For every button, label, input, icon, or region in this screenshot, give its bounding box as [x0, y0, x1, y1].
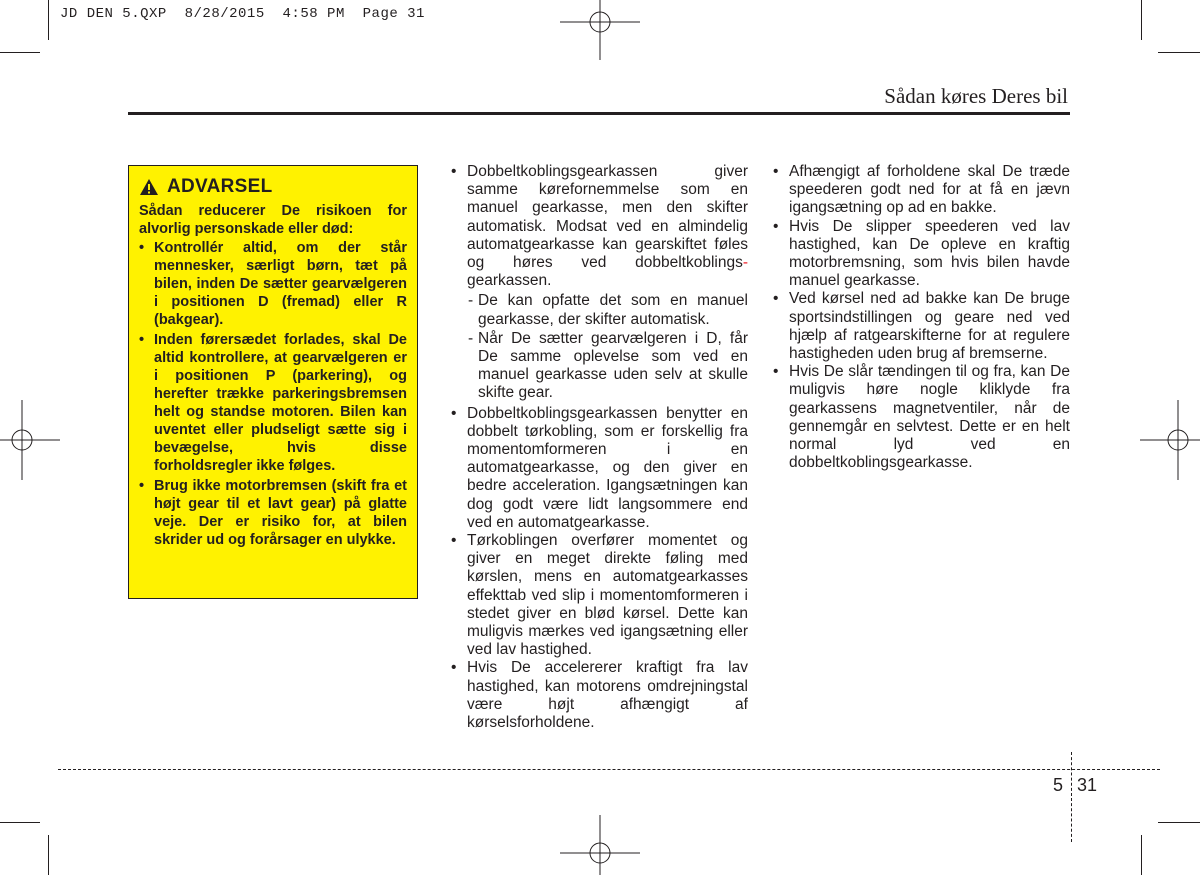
bullet-list [450, 163, 748, 732]
header-rule [128, 112, 1070, 115]
warning-intro: Sådan reducerer De risikoen for alvorlig personskade eller død: [139, 203, 407, 237]
print-slug: JD DEN 5.QXP 8/28/2015 4:58 PM Page 31 [60, 6, 425, 22]
warning-list [139, 239, 407, 549]
registration-mark-right [1140, 395, 1200, 485]
warning-item: • Brug ikke motorbremsen (skift fra et højt gear til et lavt gear) på glatte veje. Der er risiko for, at bilen skrider ud og forårsager en ulykke. [139, 477, 407, 549]
list-item: • Afhængigt af forholdene skal De træde speederen godt ned for at få en jævn igangsætning op ad en bakke. [772, 163, 1070, 218]
sub-list-item: - Når De sætter gearvælgeren i D, får De samme oplevelse som ved en manuel gearkasse uden selv at skulle skifte gear. [467, 330, 748, 403]
page-number: 31 [1077, 775, 1098, 795]
list-item: • Hvis De slår tændingen til og fra, kan De muligvis høre nogle kliklyde fra gearkassens magnetventiler, når de gennemgår en selvtest. Dette er en helt normal lyd ved en dobbeltkoblingsgearkasse. [772, 363, 1070, 472]
chapter-number: 5 [1053, 775, 1064, 795]
item-text: Dobbeltkoblingsgearkassen giver samme kørefornemmelse som en manuel gearkasse, men den skifter automatisk. Modsat ved en almindelig automatgearkasse kan gearskiftet føles og høres ved dobbeltkoblings [467, 163, 748, 272]
hyphen-mark: - [742, 254, 748, 272]
list-item: • Tørkoblingen overfører momentet og giver en meget direkte føling med kørslen, mens en automatgearkasses effekttab ved slip i momentomformeren i stedet giver en blød kørsel. Dette kan muligvis mærkes ved igangsætning eller ved lav hastighed. [450, 532, 748, 659]
sub-list [467, 292, 748, 402]
text-column-right [772, 163, 1070, 472]
warning-item: • Inden førersædet forlades, skal De altid kontrollere, at gearvælgeren er i positionen P (parkering), og herefter trække parkeringsbremsen helt og standse motoren. Bilen kan uventet eller pludseligt sætte sig i bevægelse, hvis disse forholdsregler ikke følges. [139, 331, 407, 475]
registration-mark-bottom [555, 815, 645, 875]
item-text-tail: gearkassen. [467, 272, 552, 290]
list-item [450, 163, 748, 403]
text-column-middle [450, 163, 748, 732]
list-item: • Hvis De slipper speederen ved lav hastighed, kan De opleve en kraftig motorbremsning, som hvis bilen havde manuel gearkasse. [772, 218, 1070, 291]
warning-box [128, 165, 418, 599]
footer-rule [58, 769, 1160, 770]
list-item: • Hvis De accelererer kraftigt fra lav hastighed, kan motorens omdrejningstal være højt afhængigt af kørselsforholdene. [450, 659, 748, 732]
footer-divider [1071, 752, 1072, 842]
warning-title: ADVARSEL [167, 176, 273, 197]
section-title: Sådan køres Deres bil [884, 84, 1068, 108]
bullet-list [772, 163, 1070, 472]
warning-item: • Kontrollér altid, om der står mennesker, særligt børn, tæt på bilen, inden De sætter gearvælgeren i positionen D (fremad) eller R (bakgear). [139, 239, 407, 329]
list-item: • Ved kørsel ned ad bakke kan De bruge sportsindstillingen og geare ned ved hjælp af ratgearskifterne for at regulere hastigheden uden brug af bremserne. [772, 290, 1070, 363]
warning-triangle-icon [139, 178, 159, 196]
sub-list-item: - De kan opfatte det som en manuel gearkasse, der skifter automatisk. [467, 292, 748, 328]
registration-mark-top [555, 0, 645, 60]
warning-header [139, 178, 407, 196]
list-item: • Dobbeltkoblingsgearkassen benytter en dobbelt tørkobling, som er forskellig fra momentomformeren i en automatgearkasse, og den giver en bedre acceleration. Igangsætningen kan dog godt være lidt langsommere end ved en automatgearkasse. [450, 405, 748, 532]
registration-mark-left [0, 395, 60, 485]
